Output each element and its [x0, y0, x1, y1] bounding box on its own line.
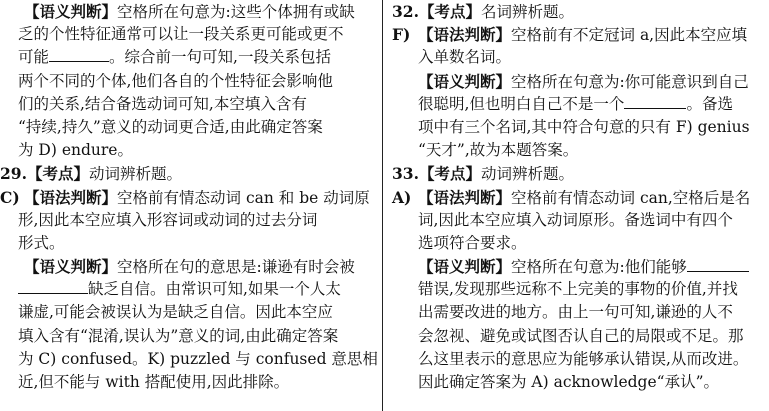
text-line [0, 301, 375, 324]
line-text: 空格所在句意为:他们能够 [511, 258, 687, 277]
text-line [0, 232, 375, 255]
line-text: 很聪明,但也明白自己不是一个 [418, 94, 625, 113]
line-text: 形式。 [18, 233, 65, 252]
line-text: 项中有三个名词,其中符合句意的只有 F) genius [418, 117, 750, 136]
line-text: 空格前有不定冠词 a,因此本空应填 [511, 26, 748, 45]
text-line [392, 348, 762, 371]
text-line [0, 139, 375, 162]
line-text: 空格所在句意为:你可能意识到自己 [511, 72, 749, 91]
question-33-header [392, 162, 762, 185]
line-text: 近,但不能与 with 搭配使用,因此排除。 [18, 373, 290, 391]
section-head: 【语义判断】 [24, 2, 118, 21]
text-line [0, 186, 375, 209]
text-line [0, 116, 375, 139]
line-text: 名词辨析题。 [480, 3, 574, 21]
line-text: “持续,持久”意义的动词更合适,由此确定答案 [18, 117, 323, 136]
line-text: 空格前有情态动词 can 和 be 动词原 [117, 188, 370, 207]
text-line [392, 139, 762, 162]
text-line [0, 255, 375, 278]
line-text: 缺乏自信。由常识可知,如果一个人太 [88, 280, 341, 299]
line-text: 会忽视、避免或试图否认自己的局限或不足。那 [418, 326, 744, 345]
line-text: 乏的个性特征通常可以让一段关系更可能或更不 [18, 25, 344, 44]
line-text: 们的关系,结合备选动词可知,本空填入含有 [18, 94, 307, 113]
line-text: 。综合前一句可知,一段关系包括 [109, 48, 331, 67]
section-head: 【考点】 [418, 164, 481, 184]
line-text: 么这里表示的意思应为能够承认错误,从而改进。 [418, 349, 749, 368]
text-line [0, 0, 375, 23]
text-line [392, 255, 762, 278]
text-line [392, 301, 762, 324]
section-head: 【语义判断】 [24, 257, 118, 277]
line-text: 为 C) confused。K) puzzled 与 confused 意思相 [18, 349, 378, 368]
text-line [0, 46, 375, 69]
line-text: “天才”,故为本题答案。 [418, 141, 579, 160]
line-text: 填入含有“混淆,误认为”意义的词,由此确定答案 [18, 326, 339, 345]
line-text: 错误,发现那些远称不上完美的事物的价值,并找 [418, 280, 738, 299]
text-line [0, 209, 375, 232]
text-line [392, 371, 762, 394]
answer-label: F) [392, 25, 411, 45]
text-line [0, 93, 375, 116]
question-32-header [392, 0, 762, 23]
answer-label: A) [392, 187, 412, 207]
line-text: 词,因此本空应填入动词原形。备选词中有四个 [418, 210, 733, 229]
text-line [392, 186, 762, 209]
question-number: 33. [392, 164, 419, 184]
line-text: 谦虚,可能会被误认为是缺乏自信。因此本空应 [18, 303, 333, 322]
line-text: 出需要改进的地方。由上一句可知,谦逊的人不 [418, 303, 733, 322]
answer-blank [687, 257, 749, 272]
line-text: 入单数名词。 [418, 48, 512, 67]
line-text: 空格前有情态动词 can,空格后是名 [511, 188, 751, 207]
text-line [0, 70, 375, 93]
text-line [392, 278, 762, 301]
line-text: 选项符合要求。 [418, 233, 527, 252]
text-line [0, 348, 378, 371]
answer-blank [49, 47, 109, 62]
section-head: 【考点】 [418, 2, 481, 21]
line-text: 形,因此本空应填入形容词或动词的过去分词 [18, 210, 318, 229]
text-line [392, 93, 762, 116]
line-text: 。备选 [686, 94, 733, 113]
line-text: 为 D) endure。 [18, 141, 133, 160]
text-line [392, 23, 762, 46]
text-line [392, 209, 762, 232]
section-head: 【语法判断】 [418, 25, 512, 45]
line-text: 两个不同的个体,他们各自的个性特征会影响他 [18, 71, 333, 90]
answer-label: C) [0, 187, 20, 207]
section-head: 【考点】 [26, 164, 89, 184]
column-divider [382, 0, 383, 411]
line-text: 空格所在句的意思是:谦逊有时会被 [117, 258, 355, 277]
left-column [0, 0, 378, 394]
line-text: 因此确定答案为 A) acknowledge“承认”。 [418, 373, 719, 391]
text-line [0, 278, 375, 301]
answer-blank [18, 279, 88, 294]
text-line [392, 325, 762, 348]
question-number: 32. [392, 2, 419, 21]
text-line [0, 23, 375, 46]
question-number: 29. [0, 164, 27, 184]
line-text: 动词辨析题。 [480, 165, 574, 184]
text-line [0, 325, 375, 348]
text-line [392, 116, 762, 139]
text-line [392, 232, 762, 255]
text-line [392, 70, 762, 93]
line-text: 可能 [18, 48, 50, 67]
right-column [392, 0, 762, 394]
section-head: 【语义判断】 [418, 257, 512, 277]
text-line [0, 371, 375, 394]
text-line [392, 46, 762, 69]
line-text: 动词辨析题。 [88, 165, 182, 184]
section-head: 【语义判断】 [418, 71, 512, 91]
line-text: 空格所在句意为:这些个体拥有或缺 [117, 3, 355, 21]
section-head: 【语法判断】 [418, 187, 512, 207]
section-head: 【语法判断】 [24, 187, 118, 207]
question-29-header [0, 162, 375, 185]
answer-blank [624, 94, 686, 109]
